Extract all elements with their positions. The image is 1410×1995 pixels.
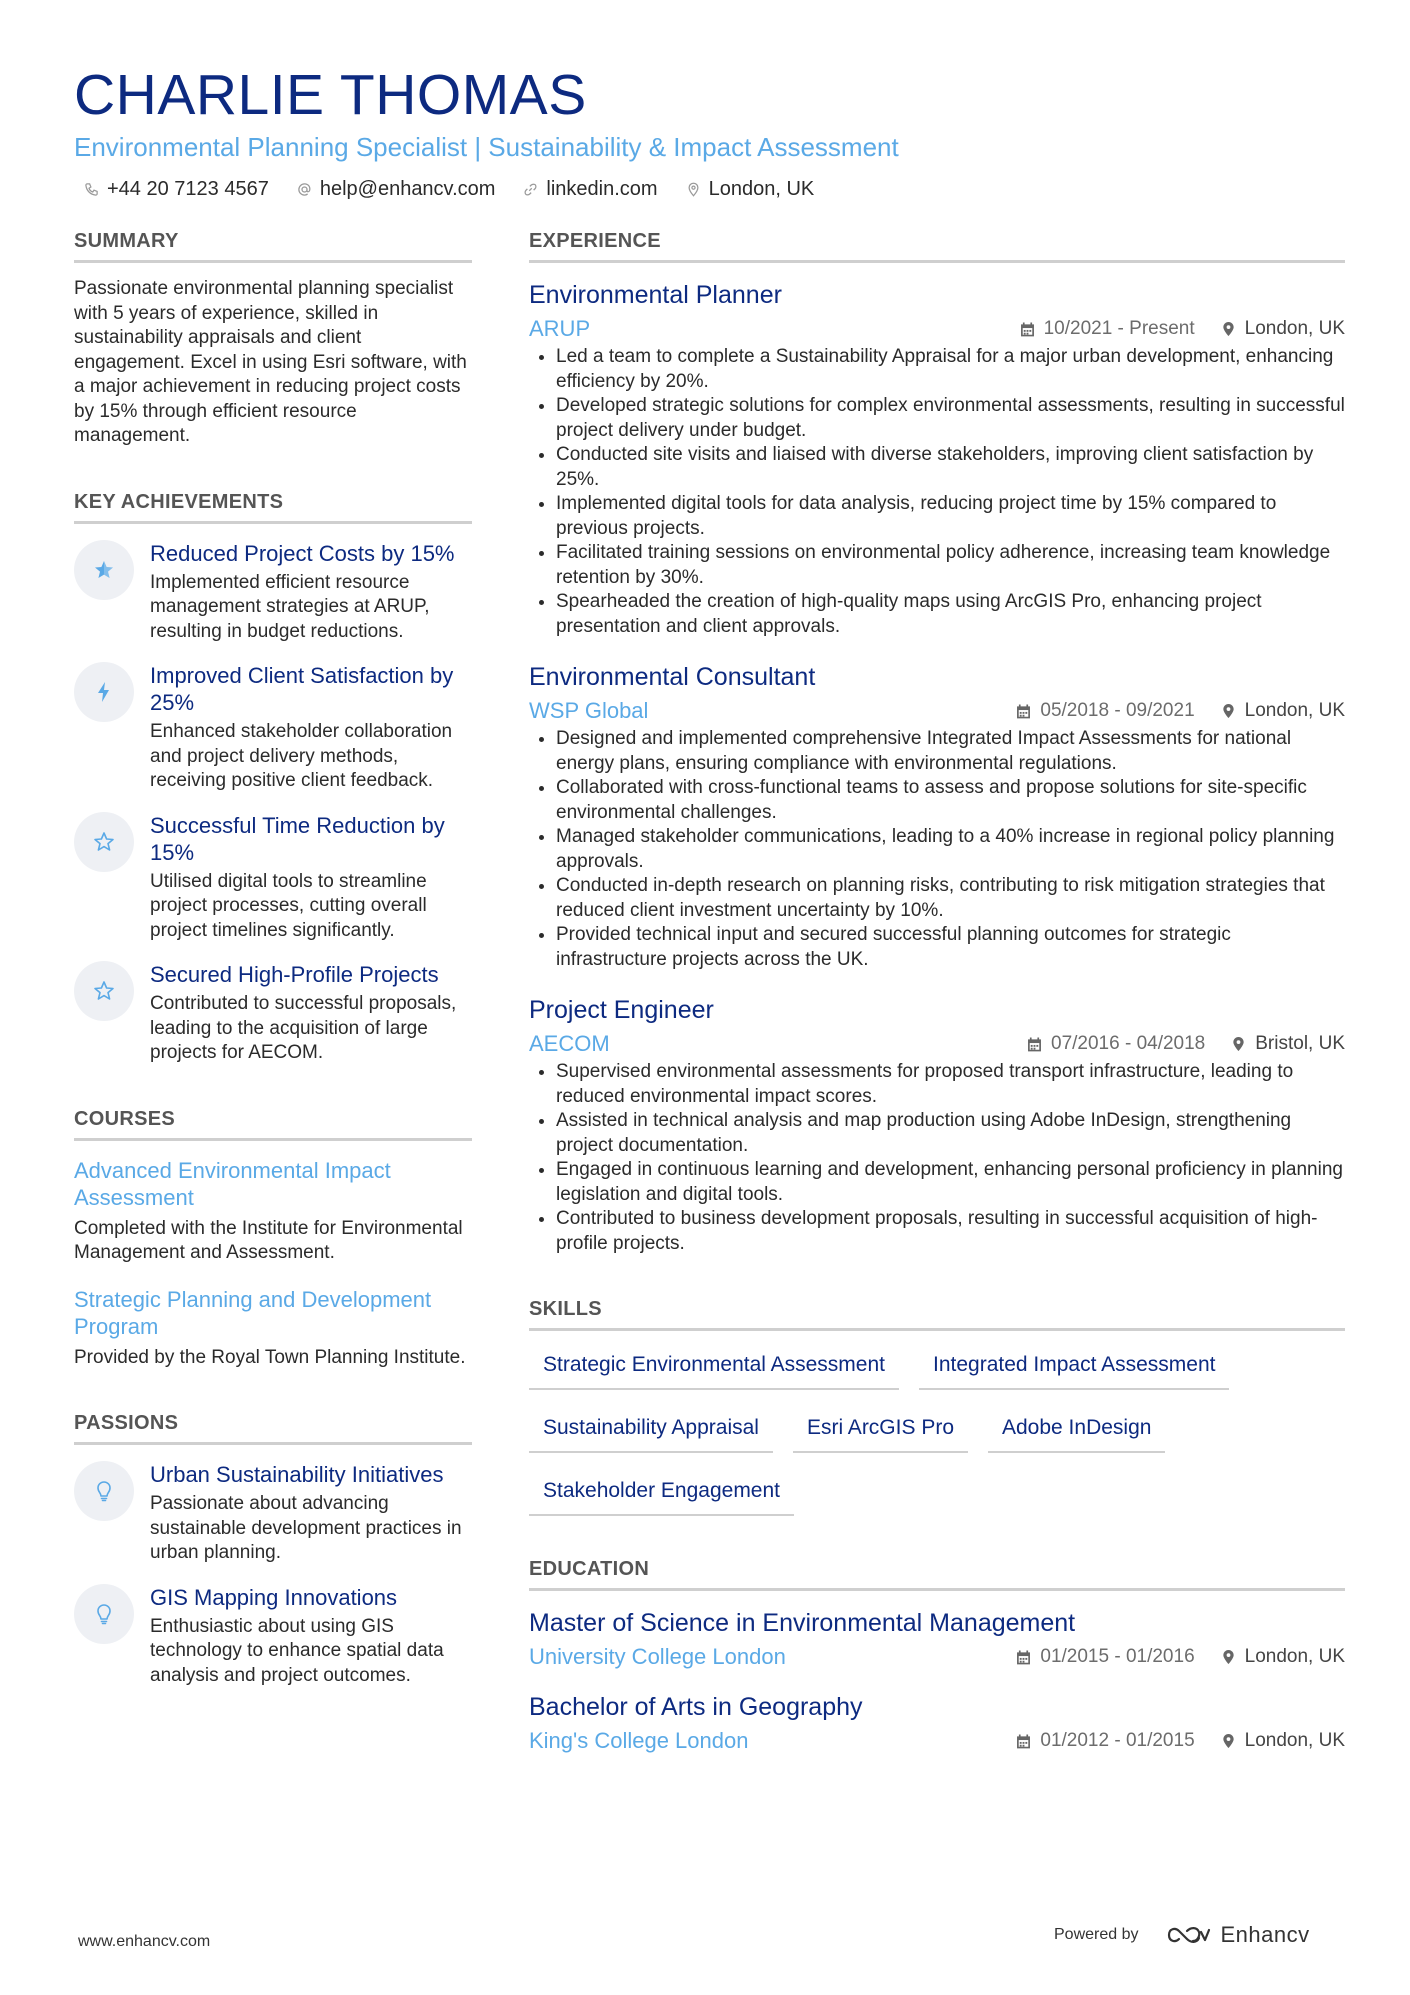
resume-header [74,62,1344,201]
location-pin-icon [1221,703,1236,719]
bullet-item: Provided technical input and secured successful planning outcomes for strategic infrastructure projects across the UK. [529,923,1345,972]
bullet-item: Managed stakeholder communications, leading to a 40% increase in regional policy planning approvals. [529,825,1345,874]
passion-desc: Passionate about advancing sustainable development practices in urban planning. [150,1493,462,1563]
job-bullets [529,345,1345,639]
passions-list [74,1461,472,1688]
bullet-item: Designed and implemented comprehensive Integrated Impact Assessments for national energy plans, ensuring compliance with environmental regulations. [529,727,1345,776]
bullet-item: Collaborated with cross-functional teams to assess and propose solutions for site-specific environmental challenges. [529,776,1345,825]
experience-section [529,228,1345,1256]
passions-section [74,1410,472,1688]
achievement-title: Successful Time Reduction by 15% [150,812,445,865]
location-pin-icon [1221,1733,1236,1749]
job-dates: 10/2021 - Present [1043,318,1195,339]
job-title: Environmental Consultant [529,663,816,691]
bullet-item: Contributed to business development proposals, resulting in successful acquisition of high-profile projects. [529,1207,1345,1256]
education-heading: EDUCATION [529,1556,1345,1591]
location-pin-icon [686,182,701,197]
star-outline-icon [74,961,134,1021]
degree-title: Master of Science in Environmental Management [529,1609,1076,1637]
job-meta [529,1030,1345,1058]
right-column [529,228,1345,1795]
passions-heading: PASSIONS [74,1410,472,1445]
achievement-item [74,961,472,1066]
summary-text: Passionate environmental planning specialist with 5 years of experience, skilled in sustainability appraisals and client engagement. Excel in using Esri software, with a major achievement in reducing project costs by 15% through efficient resource management. [74,278,467,446]
star-outline-icon [74,812,134,872]
job-company: ARUP [529,316,591,341]
courses-list [74,1157,472,1371]
phone-text: +44 20 7123 4567 [107,178,269,200]
course-item [74,1157,472,1266]
location-text: London, UK [708,178,815,200]
passion-title: Urban Sustainability Initiatives [150,1462,444,1487]
star-filled-icon [74,540,134,600]
job-company: AECOM [529,1031,610,1056]
education-dates: 01/2012 - 01/2015 [1040,1730,1195,1751]
job-dates: 07/2016 - 04/2018 [1051,1033,1206,1054]
skill-tag: Adobe InDesign [988,1410,1165,1453]
achievement-item [74,812,472,944]
bullet-item: Led a team to complete a Sustainability Appraisal for a major urban development, enhancing efficiency by 20%. [529,345,1345,394]
job-bullets [529,727,1345,972]
passion-item [74,1461,472,1566]
bullet-item: Developed strategic solutions for complex environmental assessments, resulting in successful project delivery under budget. [529,394,1345,443]
skill-tag: Strategic Environmental Assessment [529,1347,899,1390]
contact-location [686,178,815,201]
achievement-item [74,662,472,794]
job-company: WSP Global [529,698,649,723]
bullet-item: Spearheaded the creation of high-quality maps using ArcGIS Pro, enhancing project presentation and client approvals. [529,590,1345,639]
bolt-icon [74,662,134,722]
courses-heading: COURSES [74,1106,472,1141]
bullet-item: Assisted in technical analysis and map production using Adobe InDesign, strengthening project documentation. [529,1109,1345,1158]
education-location: London, UK [1244,1646,1345,1667]
contact-email[interactable] [297,178,496,201]
link-icon [523,182,538,197]
at-icon [297,182,312,197]
enhancv-logo[interactable] [1165,1922,1310,1948]
calendar-icon [1027,1036,1042,1052]
achievement-item [74,540,472,645]
calendar-icon [1016,1733,1031,1749]
achievements-list [74,540,472,1066]
calendar-icon [1016,703,1031,719]
job-entry [529,994,1345,1256]
candidate-name: CHARLIE THOMAS [74,63,587,127]
passion-title: GIS Mapping Innovations [150,1584,398,1610]
phone-icon [84,182,99,197]
achievement-desc: Utilised digital tools to streamline project processes, cutting overall project timelines significantly. [150,870,427,941]
education-entry [529,1691,1345,1755]
school-name: University College London [529,1644,786,1669]
footer-branding [1054,1922,1310,1948]
achievement-title: Improved Client Satisfaction by 25% [150,663,454,715]
bullet-item: Conducted in-depth research on planning risks, contributing to risk mitigation strategies that reduced client investment uncertainty by 10%. [529,874,1345,923]
left-column [74,228,472,1728]
candidate-headline: Environmental Planning Specialist | Sustainability & Impact Assessment [74,132,899,162]
job-location: London, UK [1244,318,1345,339]
contact-phone [84,178,269,201]
course-title: Advanced Environmental Impact Assessment [74,1157,391,1210]
education-location: London, UK [1244,1730,1345,1751]
bullet-item: Engaged in continuous learning and development, enhancing personal proficiency in planning legislation and digital tools. [529,1158,1345,1207]
education-dates: 01/2015 - 01/2016 [1040,1646,1195,1667]
job-bullets [529,1060,1345,1256]
course-item [74,1286,472,1371]
location-pin-icon [1221,321,1236,337]
lightbulb-icon [74,1584,134,1644]
bullet-item: Conducted site visits and liaised with diverse stakeholders, improving client satisfaction by 25%. [529,443,1345,492]
email-text[interactable]: help@enhancv.com [319,178,496,200]
courses-section [74,1106,472,1371]
course-desc: Provided by the Royal Town Planning Institute. [74,1346,466,1368]
summary-section [74,228,472,449]
job-entry [529,279,1345,639]
skill-tag: Stakeholder Engagement [529,1473,794,1516]
skill-tag: Integrated Impact Assessment [919,1347,1229,1390]
achievement-desc: Contributed to successful proposals, leading to the acquisition of large projects for AECOM. [150,993,457,1063]
achievement-title: Secured High-Profile Projects [150,962,439,987]
achievements-section [74,489,472,1066]
course-desc: Completed with the Institute for Environmental Management and Assessment. [74,1217,463,1263]
passion-desc: Enthusiastic about using GIS technology to enhance spatial data analysis and project outcomes. [150,1615,444,1686]
lightbulb-icon [74,1461,134,1521]
job-location: Bristol, UK [1255,1033,1345,1054]
achievement-title: Reduced Project Costs by 15% [150,540,455,566]
brand-name: Enhancv [1220,1922,1310,1947]
course-title: Strategic Planning and Development Program [74,1286,432,1339]
education-section [529,1556,1345,1755]
bullet-item: Facilitated training sessions on environmental policy adherence, increasing team knowledge retention by 30%. [529,541,1345,590]
job-meta [529,697,1345,725]
contact-linkedin[interactable] [523,178,657,201]
location-pin-icon [1221,1649,1236,1665]
skills-heading: SKILLS [529,1296,1345,1331]
degree-title: Bachelor of Arts in Geography [529,1693,863,1721]
education-entry [529,1607,1345,1671]
school-name: King's College London [529,1728,749,1753]
achievement-desc: Implemented efficient resource management strategies at ARUP, resulting in budget reductions. [150,571,430,642]
calendar-icon [1016,1649,1031,1665]
skill-tag: Sustainability Appraisal [529,1410,773,1453]
powered-by-label: Powered by [1054,1926,1139,1943]
job-entry [529,661,1345,972]
location-pin-icon [1231,1036,1246,1052]
passion-item [74,1584,472,1689]
bullet-item: Implemented digital tools for data analysis, reducing project time by 15% compared to previous projects. [529,492,1345,541]
contact-bar [74,178,1344,201]
job-dates: 05/2018 - 09/2021 [1040,700,1195,721]
achievement-desc: Enhanced stakeholder collaboration and project delivery methods, receiving positive client feedback. [150,721,453,791]
summary-heading: SUMMARY [74,228,472,263]
infinity-logo-icon [1165,1923,1211,1947]
experience-heading: EXPERIENCE [529,228,1345,263]
skill-tag: Esri ArcGIS Pro [793,1410,968,1453]
footer-website[interactable]: www.enhancv.com [78,1933,211,1950]
achievements-heading: KEY ACHIEVEMENTS [74,489,472,524]
bullet-item: Supervised environmental assessments for proposed transport infrastructure, leading to reduced environmental impact scores. [529,1060,1345,1109]
job-location: London, UK [1244,700,1345,721]
skills-list [529,1347,1345,1516]
job-title: Project Engineer [529,996,714,1024]
job-title: Environmental Planner [529,281,782,309]
linkedin-text[interactable]: linkedin.com [546,178,658,200]
job-meta [529,315,1345,343]
calendar-icon [1020,321,1035,337]
skills-section [529,1296,1345,1516]
